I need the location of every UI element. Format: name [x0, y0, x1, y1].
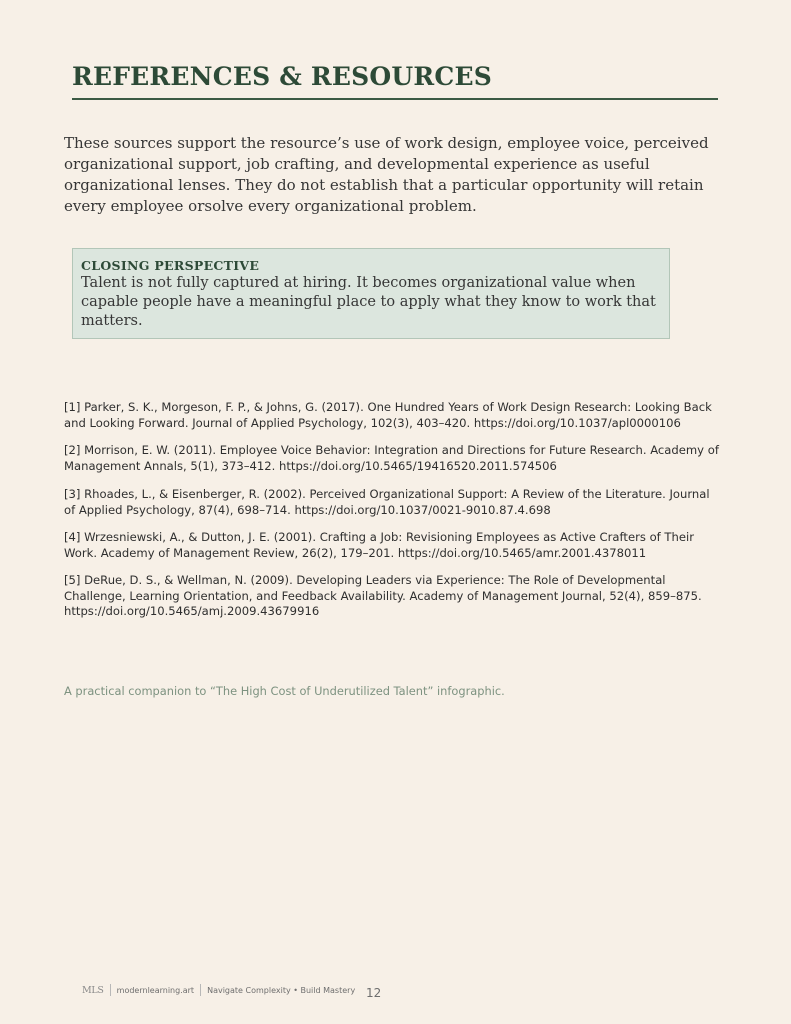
closing-perspective-callout: [72, 248, 670, 339]
footer-separator: [200, 984, 201, 996]
callout-title: CLOSING PERSPECTIVE: [81, 258, 260, 273]
footer-separator: [110, 984, 111, 996]
reference-item: [4] Wrzesniewski, A., & Dutton, J. E. (2001). Crafting a Job: Revisioning Employees as Active Crafters of Their Work. Academy of Management Review, 26(2), 179–201. https://doi.org/10.5465/amr.2001.4378011: [64, 530, 694, 560]
reference-list: [64, 400, 724, 632]
footer-brand: [82, 982, 355, 998]
companion-note: A practical companion to “The High Cost of Underutilized Talent” infographic.: [64, 684, 505, 698]
brand-logo: MLS: [82, 984, 104, 996]
reference-item: [1] Parker, S. K., Morgeson, F. P., & Johns, G. (2017). One Hundred Years of Work Design Research: Looking Back and Looking Forward. Journal of Applied Psychology, 102(3), 403–420. https://doi.org/10.1037/apl0000106: [64, 400, 712, 430]
intro-paragraph: These sources support the resource’s use of work design, employee voice, perceived organizational support, job crafting, and developmental experience as useful organizational lenses. They do not establish that a particular opportunity will retain every employee orsolve every organizational problem.: [64, 134, 709, 215]
title-divider: [72, 98, 718, 100]
page-number: 12: [366, 986, 382, 1000]
footer-tagline: Navigate Complexity • Build Mastery: [207, 985, 356, 995]
reference-item: [5] DeRue, D. S., & Wellman, N. (2009). Developing Leaders via Experience: The Role of Developmental Challenge, Learning Orientation, and Feedback Availability. Academy of Management Journal, 52(4), 859–875. https://doi.org/10.5465/amj.2009.43679916: [64, 573, 702, 618]
page-title: REFERENCES & RESOURCES: [72, 62, 492, 91]
footer-site: modernlearning.art: [116, 985, 195, 995]
reference-item: [3] Rhoades, L., & Eisenberger, R. (2002). Perceived Organizational Support: A Review of the Literature. Journal of Applied Psychology, 87(4), 698–714. https://doi.org/10.1037/0021-9010.87.4.698: [64, 487, 710, 517]
reference-item: [2] Morrison, E. W. (2011). Employee Voice Behavior: Integration and Directions for Future Research. Academy of Management Annals, 5(1), 373–412. https://doi.org/10.5465/19416520.2011.574506: [64, 443, 719, 473]
callout-text: Talent is not fully captured at hiring. It becomes organizational value when capable people have a meaningful place to apply what they know to work that matters.: [81, 275, 656, 329]
